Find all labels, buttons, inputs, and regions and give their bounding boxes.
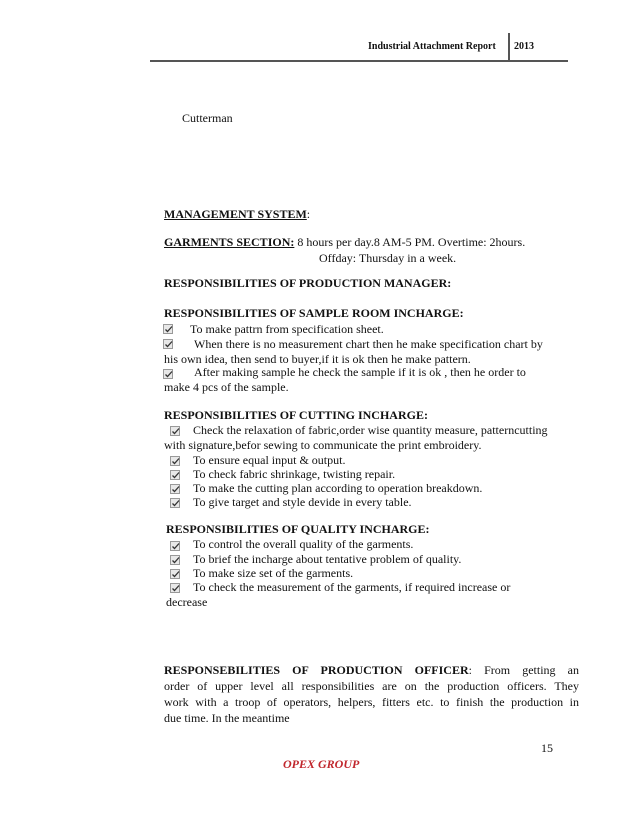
cutting-item-2: To ensure equal input & output. <box>193 453 346 467</box>
cutting-item-4: To make the cutting plan according to operation breakdown. <box>193 481 483 495</box>
cutting-heading: RESPONSIBILITIES OF CUTTING INCHARGE: <box>164 408 428 422</box>
quality-item-4-line-1: To check the measurement of the garments, if required increase or <box>193 580 511 594</box>
cutting-item-1-line-1: Check the relaxation of fabric,order wise quantity measure, patterncutting <box>193 423 548 437</box>
management-heading-line <box>164 207 310 222</box>
checkbox-bullet-icon <box>170 470 181 481</box>
checkbox-bullet-icon <box>170 541 181 552</box>
quality-heading: RESPONSIBILITIES OF QUALITY INCHARGE: <box>166 522 430 536</box>
footer-brand: OPEX GROUP <box>283 757 360 771</box>
checkbox-bullet-icon <box>170 569 181 580</box>
sample-item-3-line-2: make 4 pcs of the sample. <box>164 380 289 394</box>
checkbox-bullet-icon <box>170 498 181 509</box>
quality-item-4-line-2: decrease <box>166 595 208 609</box>
sample-item-3-line-1: After making sample he check the sample if it is ok , then he order to <box>194 365 526 379</box>
cutterman-label: Cutterman <box>182 111 233 125</box>
sample-item-2-line-1: When there is no measurement chart then he make specification chart by <box>194 337 543 351</box>
management-heading: MANAGEMENT SYSTEM <box>164 207 307 221</box>
cutting-item-5: To give target and style devide in every table. <box>193 495 412 509</box>
checkbox-bullet-icon <box>163 339 174 350</box>
checkbox-bullet-icon <box>170 583 181 594</box>
production-officer-heading: RESPONSEBILITIES OF PRODUCTION OFFICER <box>164 663 469 677</box>
production-officer-lead: : From getting an <box>468 663 579 677</box>
sample-room-heading: RESPONSIBILITIES OF SAMPLE ROOM INCHARGE: <box>164 306 464 320</box>
header-divider <box>508 33 510 60</box>
sample-item-1: To make pattrn from specification sheet. <box>190 322 384 336</box>
garments-hours: 8 hours per day.8 AM-5 PM. Overtime: 2hours. <box>297 235 526 249</box>
quality-item-3: To make size set of the garments. <box>193 566 354 580</box>
quality-item-2: To brief the incharge about tentative problem of quality. <box>193 552 462 566</box>
quality-item-1: To control the overall quality of the garments. <box>193 537 414 551</box>
cutting-item-1-line-2: with signature,befor sewing to communicate the print embroidery. <box>164 438 482 452</box>
production-officer-line-3: work with a troop of operators, helpers, fitters etc. to finish the production in <box>164 695 579 709</box>
checkbox-bullet-icon <box>163 324 174 335</box>
checkbox-bullet-icon <box>170 426 181 437</box>
cutting-item-3: To check fabric shrinkage, twisting repair. <box>193 467 396 481</box>
production-manager-heading: RESPONSIBILITIES OF PRODUCTION MANAGER: <box>164 276 452 290</box>
page-number: 15 <box>541 741 553 755</box>
garments-label: GARMENTS SECTION: <box>164 235 295 249</box>
report-title: Industrial Attachment Report <box>368 41 496 52</box>
checkbox-bullet-icon <box>170 456 181 467</box>
production-officer-line-2: order of upper level all responsibilities are on the production officers. They <box>164 679 579 693</box>
sample-item-2-line-2: his own idea, then send to buyer,if it is ok then he make pattern. <box>164 352 471 366</box>
header-rule <box>150 60 568 62</box>
checkbox-bullet-icon <box>170 484 181 495</box>
production-officer-line-1 <box>164 663 579 678</box>
production-officer-line-4: due time. In the meantime <box>164 711 290 725</box>
checkbox-bullet-icon <box>170 555 181 566</box>
management-colon: : <box>306 207 311 221</box>
garments-line <box>164 235 525 250</box>
report-year: 2013 <box>514 41 534 52</box>
garments-offday: Offday: Thursday in a week. <box>319 251 457 265</box>
checkbox-bullet-icon <box>163 369 174 380</box>
